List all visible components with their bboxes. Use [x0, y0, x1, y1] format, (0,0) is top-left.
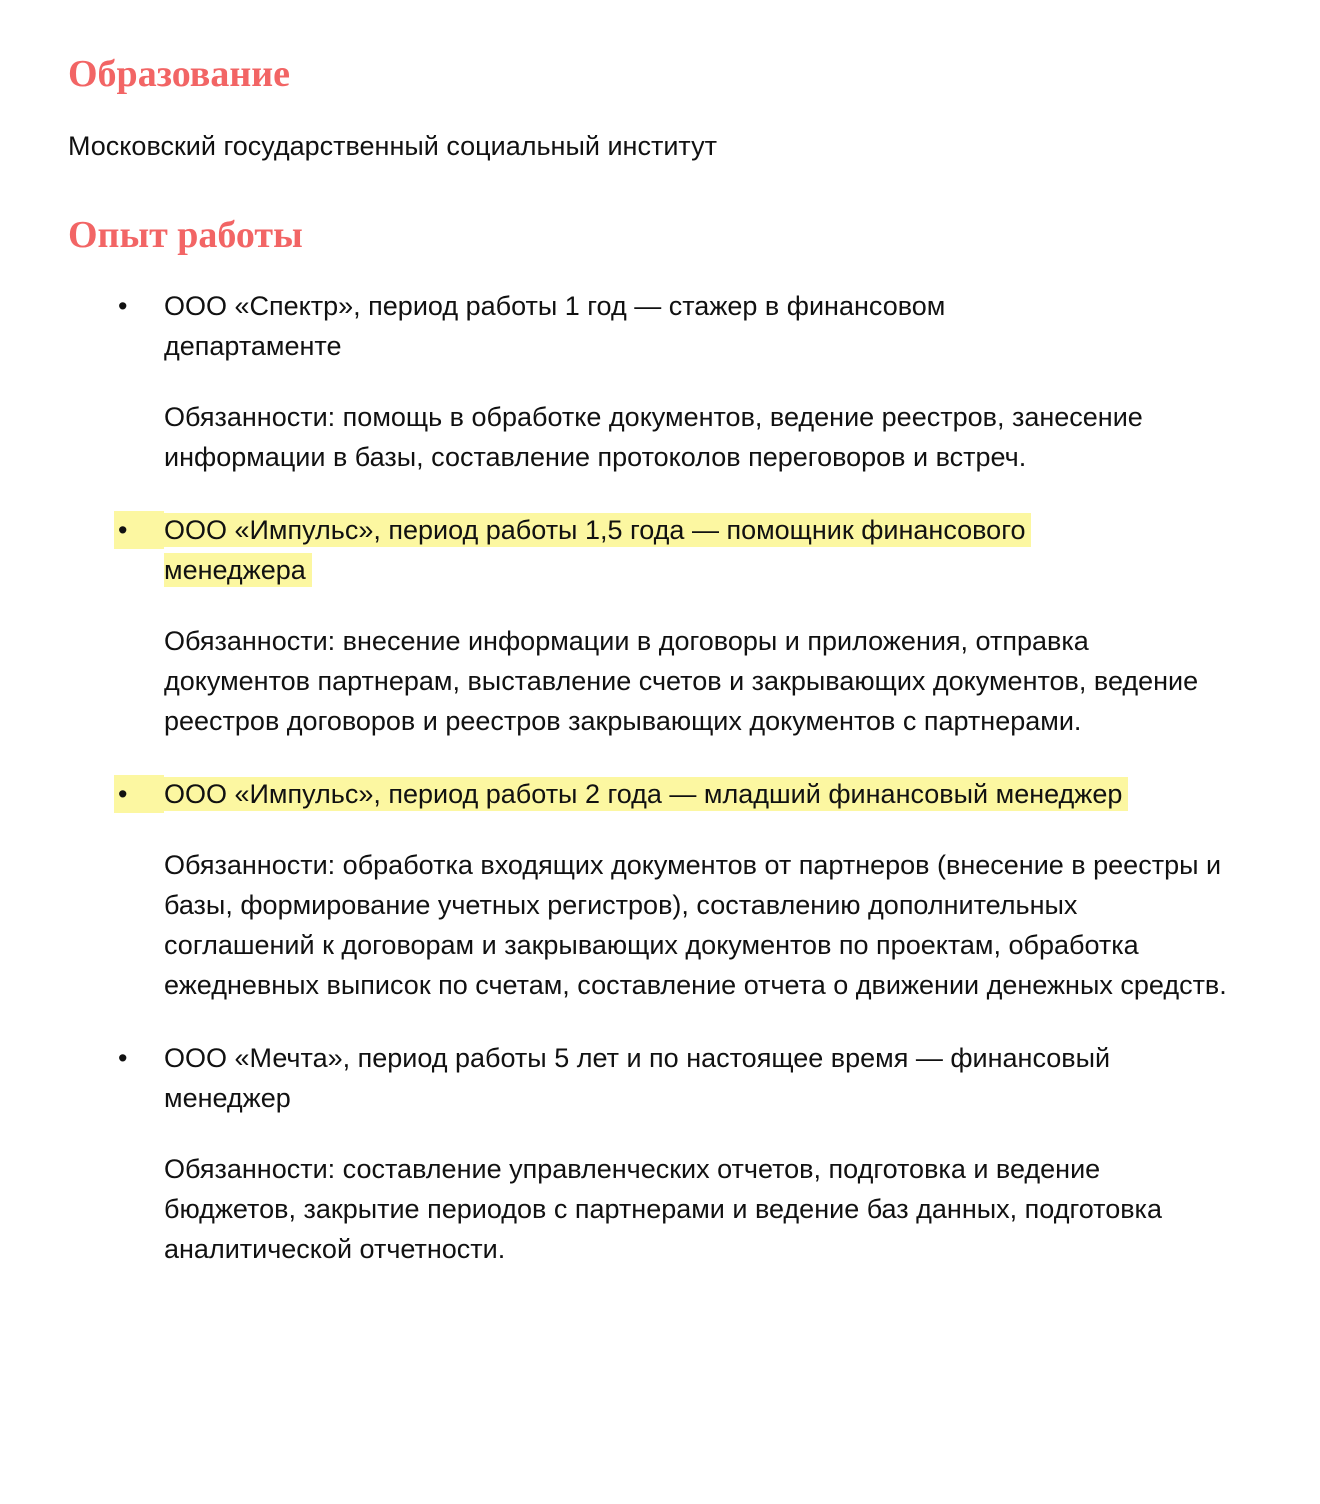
job-title-highlight: ООО «Импульс», период работы 1,5 года — помощник финансового менеджера	[164, 513, 1031, 587]
job-list	[68, 286, 1268, 1269]
education-institution: Московский государственный социальный институт	[68, 131, 717, 161]
job-item	[68, 1038, 1268, 1269]
bullet-icon: •	[118, 779, 128, 809]
job-title: ООО «Спектр», период работы 1 год — стажер в финансовом департаменте	[164, 291, 946, 361]
job-duties: Обязанности: составление управленческих отчетов, подготовка и ведение бюджетов, закрытие периодов с партнерами и ведение баз данных, подготовка аналитической отчетности.	[164, 1154, 1162, 1264]
bullet-icon: •	[118, 291, 128, 321]
job-title-highlight: ООО «Импульс», период работы 2 года — младший финансовый менеджер	[164, 777, 1128, 811]
job-duties: Обязанности: обработка входящих документов от партнеров (внесение в реестры и базы, формирование учетных регистров), составлению дополнительных соглашений к договорам и закрывающих документов по проектам, обработка ежедневных выписок по счетам, составление отчета о движении денежных средств.	[164, 850, 1227, 1000]
experience-heading: Опыт работы	[68, 214, 303, 256]
job-item	[68, 510, 1268, 741]
job-title	[164, 510, 1129, 590]
job-title	[164, 774, 1268, 814]
job-item	[68, 774, 1268, 1005]
bullet-icon: •	[118, 515, 128, 545]
job-title: ООО «Мечта», период работы 5 лет и по настоящее время — финансовый менеджер	[164, 1043, 1111, 1113]
bullet-icon: •	[118, 1043, 128, 1073]
job-duties: Обязанности: внесение информации в договоры и приложения, отправка документов партнерам, выставление счетов и закрывающих документов, ведение реестров договоров и реестров закрывающих документов с партнерами.	[164, 626, 1199, 736]
job-duties: Обязанности: помощь в обработке документов, ведение реестров, занесение информации в базы, составление протоколов переговоров и встреч.	[164, 402, 1143, 472]
education-heading: Образование	[68, 53, 290, 95]
job-item	[68, 286, 1268, 477]
